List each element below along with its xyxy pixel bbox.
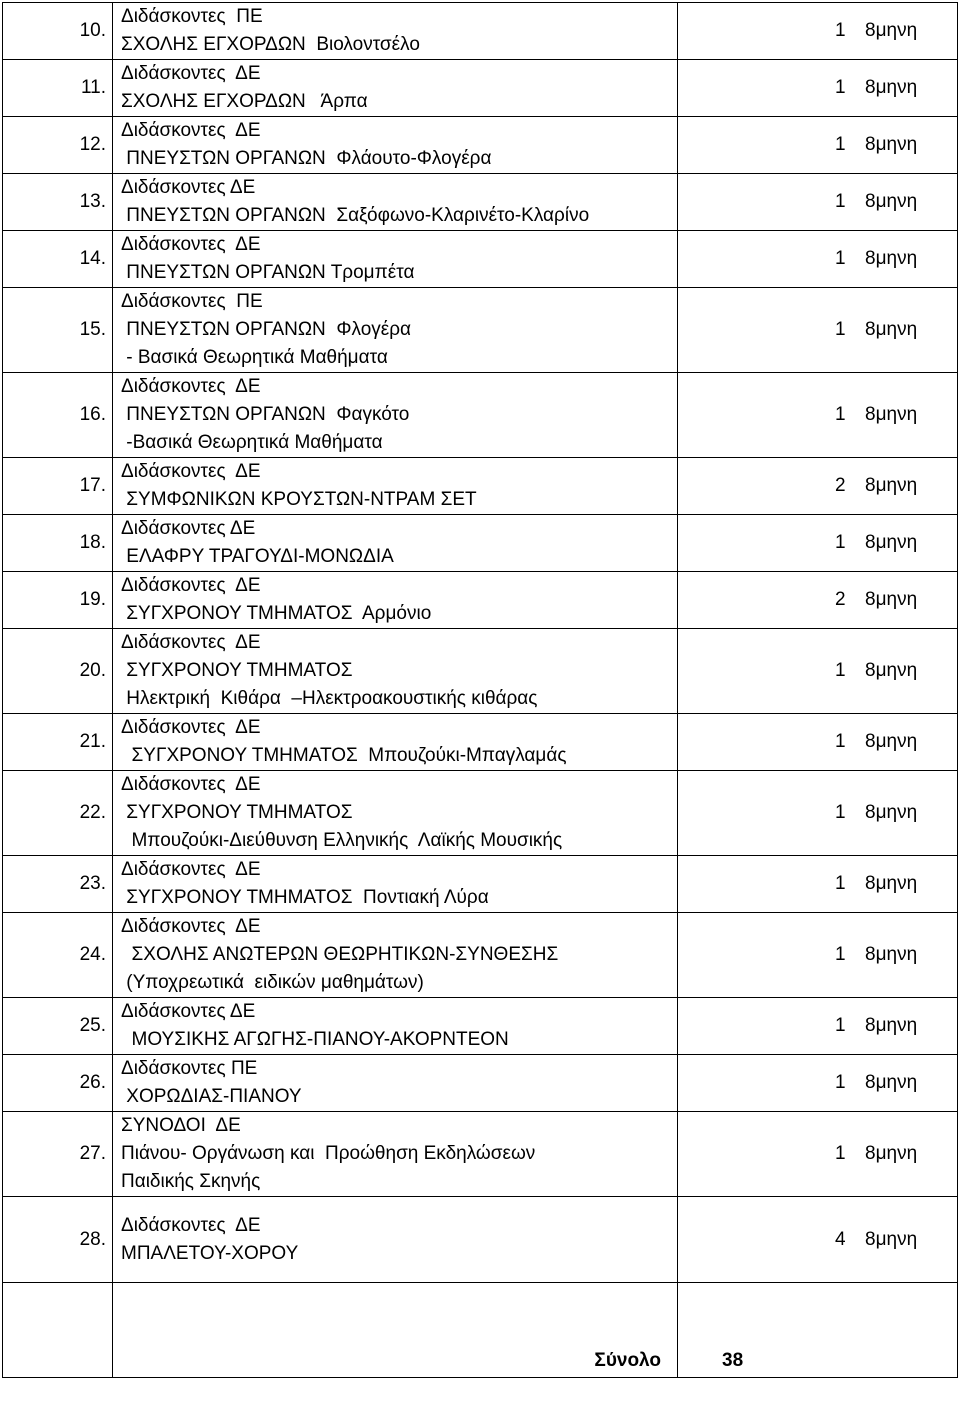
description-line: ΣΥΓΧΡΟΝΟΥ ΤΜΗΜΑΤΟΣ Μπουζούκι-Μπαγλαμάς [121, 745, 567, 766]
description-line: Διδάσκοντες ΔΕ [121, 63, 261, 84]
row-count-cell [678, 1112, 958, 1197]
table-row [3, 1197, 958, 1283]
contract-period: 8μηνη [865, 404, 918, 425]
position-count: 1 [835, 191, 846, 212]
total-row [3, 1283, 958, 1378]
description-line: ΣΧΟΛΗΣ ΕΓΧΟΡΔΩΝ Βιολοντσέλο [121, 34, 420, 55]
row-description [113, 1112, 678, 1197]
description-line: ΠΝΕΥΣΤΩΝ ΟΡΓΑΝΩΝ Τρομπέτα [121, 262, 415, 283]
description-line: ΣΥΜΦΩΝΙΚΩΝ ΚΡΟΥΣΤΩΝ-ΝΤΡΑΜ ΣΕΤ [121, 489, 477, 510]
description-line: (Υποχρεωτικά ειδικών μαθημάτων) [121, 972, 424, 993]
row-number: 16. [3, 373, 113, 458]
row-description [113, 714, 678, 771]
description-line: Διδάσκοντες ΔΕ [121, 1214, 261, 1236]
position-count: 1 [835, 802, 846, 823]
contract-period: 8μηνη [865, 660, 918, 681]
row-number: 15. [3, 288, 113, 373]
table-row [3, 373, 958, 458]
table-row [3, 515, 958, 572]
description-line: Διδάσκοντες ΠΕ [121, 1058, 258, 1079]
row-count-cell [678, 714, 958, 771]
description-line: ΣΥΝΟΔΟΙ ΔΕ [121, 1115, 241, 1136]
description-line: ΠΝΕΥΣΤΩΝ ΟΡΓΑΝΩΝ Φλογέρα [121, 319, 412, 340]
table-row [3, 913, 958, 998]
description-line: Διδάσκοντες ΔΕ [121, 120, 261, 141]
total-empty-cell [3, 1283, 113, 1378]
contract-period: 8μηνη [865, 1143, 918, 1164]
table-row [3, 998, 958, 1055]
row-description [113, 1197, 678, 1283]
row-number: 25. [3, 998, 113, 1055]
contract-period: 8μηνη [865, 319, 918, 340]
description-line: ΣΧΟΛΗΣ ΑΝΩΤΕΡΩΝ ΘΕΩΡΗΤΙΚΩΝ-ΣΥΝΘΕΣΗΣ [121, 944, 559, 965]
description-line: Διδάσκοντες ΔΕ [121, 376, 261, 397]
contract-period: 8μηνη [865, 944, 918, 965]
description-line: Παιδικής Σκηνής [121, 1171, 261, 1192]
contract-period: 8μηνη [865, 802, 918, 823]
description-line: Διδάσκοντες ΠΕ [121, 291, 263, 312]
row-number: 17. [3, 458, 113, 515]
description-line: Διδάσκοντες ΔΕ [121, 774, 261, 795]
description-line: ΠΝΕΥΣΤΩΝ ΟΡΓΑΝΩΝ Φαγκότο [121, 404, 410, 425]
description-line: Διδάσκοντες ΠΕ [121, 6, 263, 27]
position-count: 2 [835, 475, 846, 496]
row-number: 26. [3, 1055, 113, 1112]
description-line: -Βασικά Θεωρητικά Μαθήματα [121, 432, 383, 453]
total-value-cell [678, 1283, 958, 1378]
position-count: 4 [835, 1228, 846, 1250]
row-description [113, 998, 678, 1055]
row-number: 27. [3, 1112, 113, 1197]
position-count: 1 [835, 873, 846, 894]
contract-period: 8μηνη [865, 731, 918, 752]
description-line: Διδάσκοντες ΔΕ [121, 1001, 256, 1022]
contract-period: 8μηνη [865, 1015, 918, 1036]
table-row [3, 771, 958, 856]
description-line: ΠΝΕΥΣΤΩΝ ΟΡΓΑΝΩΝ Σαξόφωνο-Κλαρινέτο-Κλαρίνο [121, 205, 590, 226]
row-count-cell [678, 373, 958, 458]
row-description [113, 913, 678, 998]
row-description [113, 572, 678, 629]
description-line: Ηλεκτρική Κιθάρα –Ηλεκτροακουστικής κιθάρας [121, 688, 538, 709]
row-description [113, 1055, 678, 1112]
contract-period: 8μηνη [865, 248, 918, 269]
total-value: 38 [722, 1350, 744, 1371]
position-count: 2 [835, 589, 846, 610]
row-count-cell [678, 771, 958, 856]
description-line: Διδάσκοντες ΔΕ [121, 632, 261, 653]
row-number: 18. [3, 515, 113, 572]
table-row [3, 174, 958, 231]
table-row [3, 1112, 958, 1197]
table-row [3, 117, 958, 174]
total-label: Σύνολο [113, 1283, 678, 1378]
description-line: ΣΥΓΧΡΟΝΟΥ ΤΜΗΜΑΤΟΣ Αρμόνιο [121, 603, 432, 624]
row-number: 21. [3, 714, 113, 771]
positions-table [2, 2, 958, 1378]
row-count-cell [678, 1055, 958, 1112]
contract-period: 8μηνη [865, 77, 918, 98]
row-count-cell [678, 231, 958, 288]
row-number: 28. [3, 1197, 113, 1283]
table-row [3, 458, 958, 515]
row-number: 20. [3, 629, 113, 714]
row-count-cell [678, 174, 958, 231]
description-line: Διδάσκοντες ΔΕ [121, 916, 261, 937]
description-line: ΜΠΑΛΕΤΟΥ-ΧΟΡΟΥ [121, 1242, 299, 1264]
table-row [3, 1055, 958, 1112]
description-line: Μπουζούκι-Διεύθυνση Ελληνικής Λαϊκής Μουσικής [121, 830, 563, 851]
contract-period: 8μηνη [865, 589, 918, 610]
row-count-cell [678, 913, 958, 998]
position-count: 1 [835, 248, 846, 269]
position-count: 1 [835, 532, 846, 553]
row-number: 19. [3, 572, 113, 629]
row-description [113, 373, 678, 458]
row-description [113, 60, 678, 117]
position-count: 1 [835, 20, 846, 41]
description-line: Διδάσκοντες ΔΕ [121, 461, 261, 482]
row-count-cell [678, 117, 958, 174]
description-line: Διδάσκοντες ΔΕ [121, 575, 261, 596]
contract-period: 8μηνη [865, 475, 918, 496]
description-line: Διδάσκοντες ΔΕ [121, 717, 261, 738]
position-count: 1 [835, 944, 846, 965]
row-count-cell [678, 572, 958, 629]
description-line: Διδάσκοντες ΔΕ [121, 518, 256, 539]
contract-period: 8μηνη [865, 1072, 918, 1093]
row-description [113, 458, 678, 515]
row-count-cell [678, 60, 958, 117]
row-description [113, 288, 678, 373]
position-count: 1 [835, 1015, 846, 1036]
row-number: 12. [3, 117, 113, 174]
positions-table-body [3, 3, 958, 1378]
position-count: 1 [835, 1072, 846, 1093]
contract-period: 8μηνη [865, 1228, 918, 1250]
row-description [113, 856, 678, 913]
description-line: ΧΟΡΩΔΙΑΣ-ΠΙΑΝΟΥ [121, 1086, 302, 1107]
table-row [3, 714, 958, 771]
row-count-cell [678, 629, 958, 714]
contract-period: 8μηνη [865, 134, 918, 155]
table-row [3, 231, 958, 288]
description-line: ΕΛΑΦΡΥ ΤΡΑΓΟΥΔΙ-ΜΟΝΩΔΙΑ [121, 546, 394, 567]
contract-period: 8μηνη [865, 191, 918, 212]
description-line: ΣΥΓΧΡΟΝΟΥ ΤΜΗΜΑΤΟΣ [121, 660, 353, 681]
table-row [3, 3, 958, 60]
contract-period: 8μηνη [865, 20, 918, 41]
contract-period: 8μηνη [865, 873, 918, 894]
row-number: 22. [3, 771, 113, 856]
row-count-cell [678, 856, 958, 913]
row-count-cell [678, 458, 958, 515]
table-row [3, 629, 958, 714]
row-description [113, 174, 678, 231]
row-description [113, 771, 678, 856]
description-line: ΠΝΕΥΣΤΩΝ ΟΡΓΑΝΩΝ Φλάουτο-Φλογέρα [121, 148, 492, 169]
table-row [3, 572, 958, 629]
contract-period: 8μηνη [865, 532, 918, 553]
row-description [113, 231, 678, 288]
table-row [3, 856, 958, 913]
position-count: 1 [835, 77, 846, 98]
description-line: Πιάνου- Οργάνωση και Προώθηση Εκδηλώσεων [121, 1143, 536, 1164]
row-count-cell [678, 1197, 958, 1283]
position-count: 1 [835, 404, 846, 425]
row-description [113, 117, 678, 174]
position-count: 1 [835, 1143, 846, 1164]
row-count-cell [678, 3, 958, 60]
position-count: 1 [835, 660, 846, 681]
description-line: Διδάσκοντες ΔΕ [121, 234, 261, 255]
table-row [3, 288, 958, 373]
description-line: ΣΥΓΧΡΟΝΟΥ ΤΜΗΜΑΤΟΣ [121, 802, 353, 823]
description-line: ΣΥΓΧΡΟΝΟΥ ΤΜΗΜΑΤΟΣ Ποντιακή Λύρα [121, 887, 489, 908]
row-count-cell [678, 288, 958, 373]
row-description [113, 629, 678, 714]
row-number: 14. [3, 231, 113, 288]
row-count-cell [678, 515, 958, 572]
row-number: 24. [3, 913, 113, 998]
position-count: 1 [835, 319, 846, 340]
row-description [113, 3, 678, 60]
table-row [3, 60, 958, 117]
description-line: ΜΟΥΣΙΚΗΣ ΑΓΩΓΗΣ-ΠΙΑΝΟΥ-ΑΚΟΡΝΤΕΟΝ [121, 1029, 509, 1050]
row-number: 13. [3, 174, 113, 231]
description-line: Διδάσκοντες ΔΕ [121, 177, 256, 198]
row-number: 11. [3, 60, 113, 117]
row-description [113, 515, 678, 572]
description-line: Διδάσκοντες ΔΕ [121, 859, 261, 880]
row-number: 23. [3, 856, 113, 913]
position-count: 1 [835, 731, 846, 752]
row-number: 10. [3, 3, 113, 60]
position-count: 1 [835, 134, 846, 155]
description-line: ΣΧΟΛΗΣ ΕΓΧΟΡΔΩΝ Άρπα [121, 91, 368, 112]
description-line: - Βασικά Θεωρητικά Μαθήματα [121, 347, 388, 368]
row-count-cell [678, 998, 958, 1055]
